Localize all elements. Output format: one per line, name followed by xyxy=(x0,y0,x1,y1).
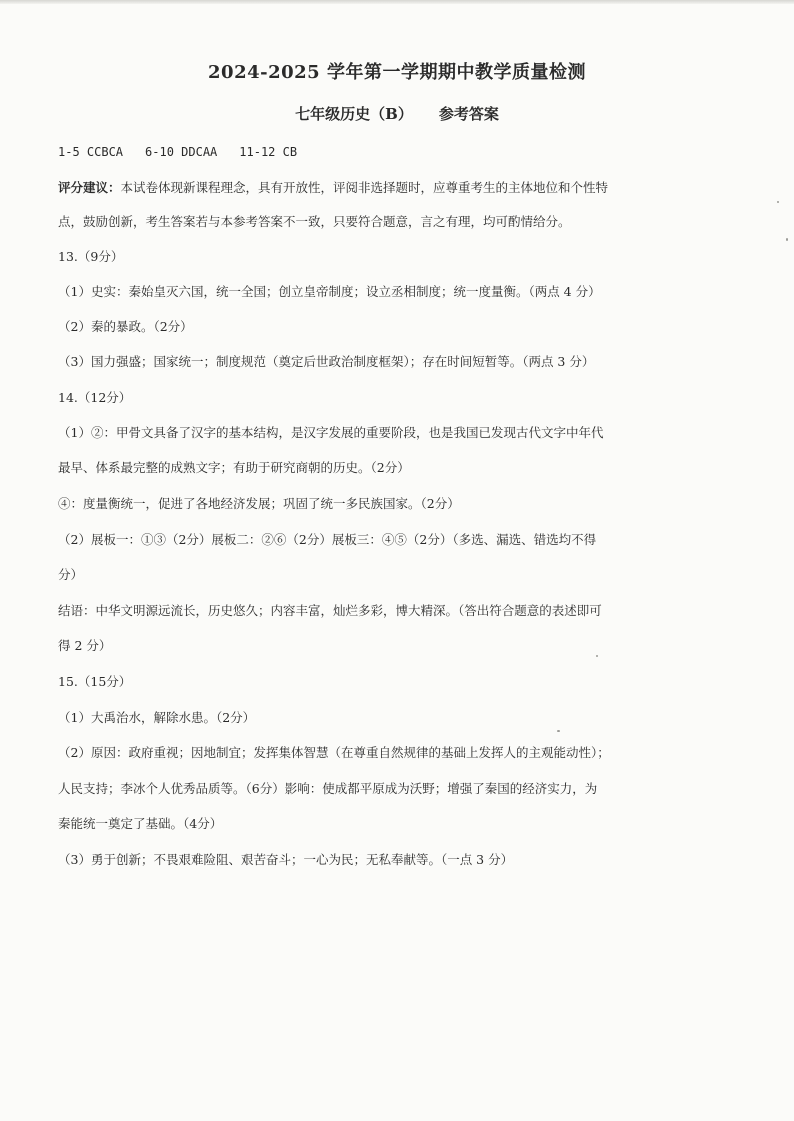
q14-answer-1b: ④：度量衡统一，促进了各地经济发展；巩固了统一多民族国家。（2分） xyxy=(58,496,460,511)
subtitle-course: 七年级历史（B） xyxy=(295,105,413,123)
scan-speck xyxy=(596,655,598,657)
scan-speck xyxy=(777,201,779,203)
q13-answer-3: （3）国力强盛；国家统一；制度规范（奠定后世政治制度框架）；存在时间短暂等。（两点 3 分） xyxy=(58,354,595,369)
scan-speck xyxy=(557,730,560,732)
scoring-advice-text-1: 本试卷体现新课程理念，具有开放性，评阅非选择题时，应尊重考生的主体地位和个性特 xyxy=(120,180,609,195)
q14-header: 14.（12分） xyxy=(58,390,132,405)
q13-header: 13.（9分） xyxy=(58,249,124,264)
q15-header: 15.（15分） xyxy=(58,674,132,689)
q14-answer-1-line-1: （1）②：甲骨文具备了汉字的基本结构，是汉字发展的重要阶段，也是我国已发现古代文字中年代 xyxy=(58,425,604,440)
q15-answer-3: （3）勇于创新；不畏艰难险阻、艰苦奋斗；一心为民；无私奉献等。（一点 3 分） xyxy=(58,852,514,867)
page-title: 2024-2025 学年第一学期期中教学质量检测 xyxy=(208,62,586,83)
q15-answer-1: （1）大禹治水，解除水患。（2分） xyxy=(58,710,256,725)
answer-group-2: 6-10 DDCAA xyxy=(145,145,218,159)
q13-answer-2: （2）秦的暴政。（2分） xyxy=(58,319,193,334)
choice-answers xyxy=(58,143,748,161)
q14-answer-2-line-1: （2）展板一：①③（2分）展板二：②⑥（2分）展板三：④⑤（2分）（多选、漏选、错选均不得 xyxy=(58,532,597,547)
q14-conclusion-line-1: 结语：中华文明源远流长，历史悠久；内容丰富，灿烂多彩，博大精深。（答出符合题意的表述即可 xyxy=(58,603,602,618)
q15-answer-2-line-2: 人民支持；李冰个人优秀品质等。（6分）影响：使成都平原成为沃野；增强了秦国的经济实力，为 xyxy=(58,781,598,796)
q15-answer-2-line-3: 秦能统一奠定了基础。（4分） xyxy=(58,816,223,831)
scoring-advice-line-1 xyxy=(58,179,748,197)
q14-conclusion-line-2: 得 2 分） xyxy=(58,638,112,653)
q13-answer-1: （1）史实：秦始皇灭六国，统一全国；创立皇帝制度；设立丞相制度；统一度量衡。（两点 4 分） xyxy=(58,284,601,299)
subtitle-answer-key: 参考答案 xyxy=(438,105,499,123)
answer-group-3: 11-12 CB xyxy=(239,145,298,159)
scan-speck xyxy=(786,238,788,241)
answer-group-1: 1-5 CCBCA xyxy=(58,145,124,159)
scoring-advice-line-2: 点，鼓励创新，考生答案若与本参考答案不一致，只要符合题意，言之有理，均可酌情给分。 xyxy=(58,214,571,229)
q14-answer-1-line-2: 最早、体系最完整的成熟文字；有助于研究商朝的历史。（2分） xyxy=(58,460,410,475)
page-subtitle xyxy=(0,103,794,124)
q14-answer-2-line-2: 分） xyxy=(58,567,84,582)
q15-answer-2-line-1: （2）原因：政府重视；因地制宜；发挥集体智慧（在尊重自然规律的基础上发挥人的主观能动性）； xyxy=(58,745,610,760)
scoring-advice-lead: 评分建议： xyxy=(58,180,121,195)
